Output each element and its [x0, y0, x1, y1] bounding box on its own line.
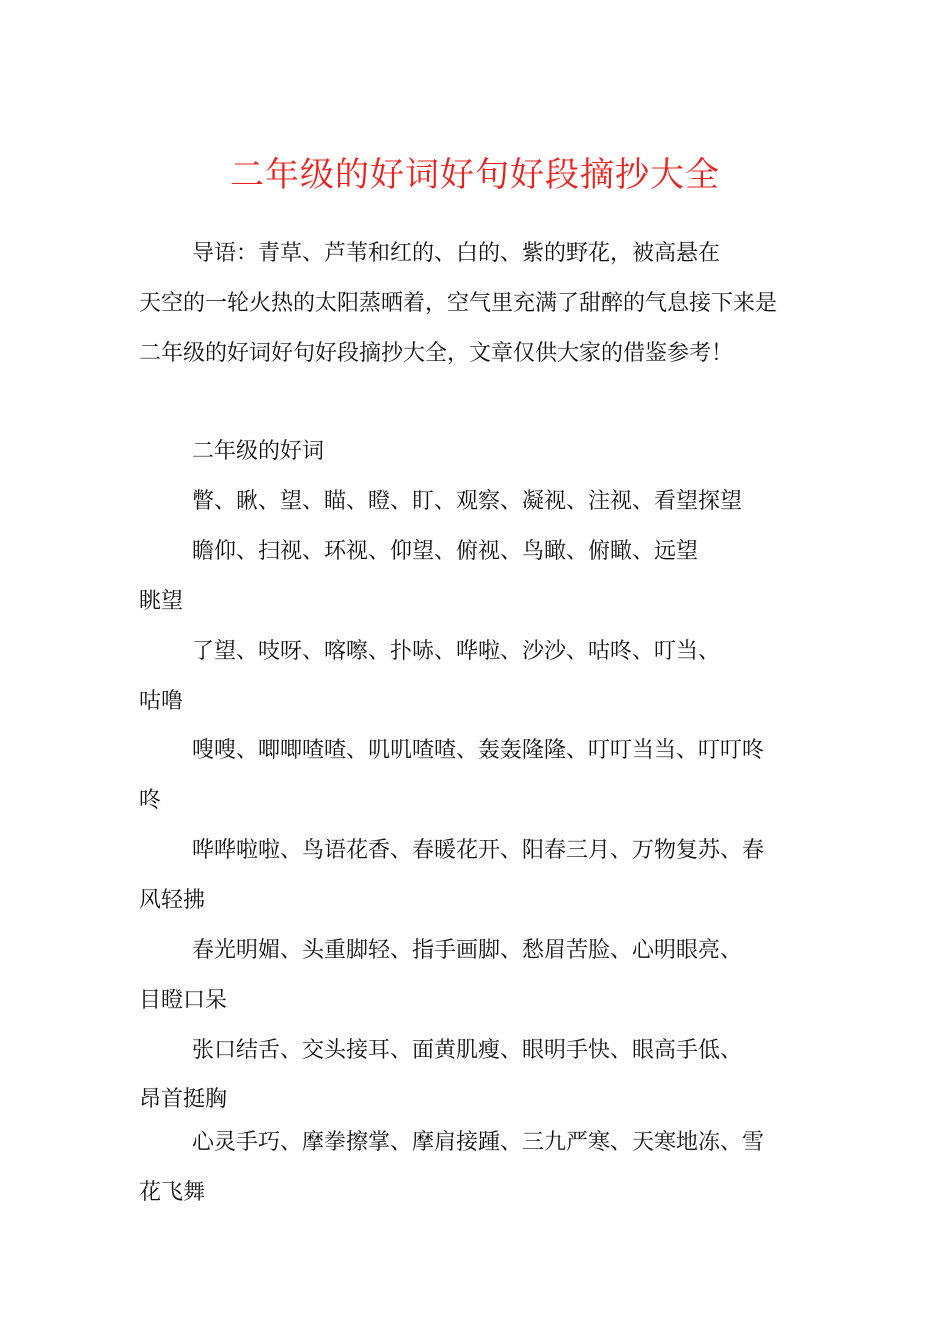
- word-line: 了望、吱呀、喀嚓、扑哧、哗啦、沙沙、咕咚、叮当、: [192, 639, 721, 664]
- word-line: 嗖嗖、唧唧喳喳、叽叽喳喳、轰轰隆隆、叮叮当当、叮叮咚: [192, 738, 765, 763]
- word-line: 心灵手巧、摩拳擦掌、摩肩接踵、三九严寒、天寒地冻、雪: [192, 1130, 765, 1155]
- word-line: 春光明媚、头重脚轻、指手画脚、愁眉苦脸、心明眼亮、: [192, 938, 743, 963]
- word-line: 瞥、瞅、望、瞄、瞪、盯、观察、凝视、注视、看望探望: [192, 489, 743, 514]
- word-line: 昂首挺胸: [139, 1087, 228, 1112]
- word-line: 目瞪口呆: [139, 988, 228, 1013]
- intro-line-1: 导语：青草、芦苇和红的、白的、紫的野花，被高悬在: [192, 241, 721, 266]
- word-line: 张口结舌、交头接耳、面黄肌瘦、眼明手快、眼高手低、: [192, 1038, 743, 1063]
- word-line: 咕噜: [139, 689, 184, 714]
- document-title: 二年级的好词好句好段摘抄大全: [230, 155, 720, 195]
- word-line: 眺望: [139, 589, 184, 614]
- intro-line-3: 二年级的好词好句好段摘抄大全，文章仅供大家的借鉴参考！: [139, 341, 734, 366]
- word-line: 风轻拂: [139, 888, 206, 913]
- word-line: 瞻仰、扫视、环视、仰望、俯视、鸟瞰、俯瞰、远望: [192, 539, 699, 564]
- word-line: 花飞舞: [139, 1180, 206, 1205]
- word-line: 咚: [139, 788, 162, 813]
- intro-line-2: 天空的一轮火热的太阳蒸晒着，空气里充满了甜醉的气息接下来是: [139, 291, 778, 316]
- word-line: 哗哗啦啦、鸟语花香、春暖花开、阳春三月、万物复苏、春: [192, 838, 765, 863]
- section-heading: 二年级的好词: [192, 439, 325, 464]
